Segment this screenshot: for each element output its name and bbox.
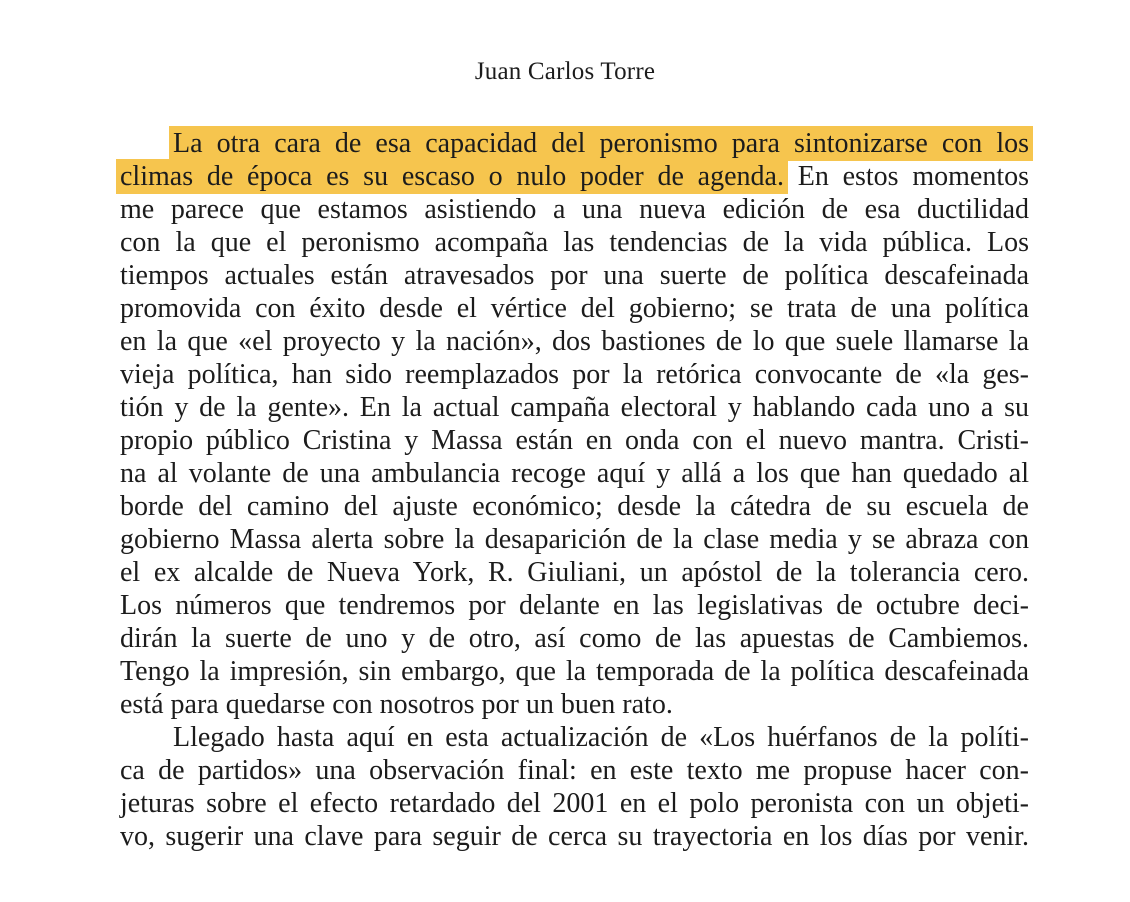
text-line: el ex alcalde de Nueva York, R. Giuliani, un apóstol de la tolerancia cero. xyxy=(120,557,1029,588)
text-line: vieja política, han sido reemplazados por la retórica convocante de «la ges- xyxy=(120,359,1029,390)
text-line: vo, sugerir una clave para seguir de cerca su trayectoria en los días por venir. xyxy=(120,821,1029,852)
text-line: propio público Cristina y Massa están en onda con el nuevo mantra. Cristi- xyxy=(120,425,1029,456)
text-line: está para quedarse con nosotros por un buen rato. xyxy=(120,689,673,720)
text-line: gobierno Massa alerta sobre la desaparición de la clase media y se abraza con xyxy=(120,524,1029,555)
running-header: Juan Carlos Torre xyxy=(474,58,656,85)
text-line: Los números que tendremos por delante en las legislativas de octubre deci- xyxy=(120,590,1029,621)
highlighted-text: La otra cara de esa capacidad del peronismo para sintonizarse con los xyxy=(169,126,1033,161)
text-line: climas de época es su escaso o nulo poder de agenda. En estos momentos xyxy=(120,160,1029,193)
text-line: promovida con éxito desde el vértice del gobierno; se trata de una política xyxy=(120,293,1029,324)
text-line: Llegado hasta aquí en esta actualización de «Los huérfanos de la políti- xyxy=(173,722,1029,753)
text-line: na al volante de una ambulancia recoge aquí y allá a los que han quedado al xyxy=(120,458,1029,489)
text-line: tiempos actuales están atravesados por una suerte de política descafeinada xyxy=(120,260,1029,291)
text-line xyxy=(173,127,1029,160)
text-line: en la que «el proyecto y la nación», dos bastiones de lo que suele llamarse la xyxy=(120,326,1029,357)
text-line: me parece que estamos asistiendo a una nueva edición de esa ductilidad xyxy=(120,194,1029,225)
text-line: Tengo la impresión, sin embargo, que la temporada de la política descafeinada xyxy=(120,656,1029,687)
highlighted-text: climas de época es su escaso o nulo poder de agenda. xyxy=(116,159,788,194)
text-line: dirán la suerte de uno y de otro, así como de las apuestas de Cambiemos. xyxy=(120,623,1029,654)
text-line: jeturas sobre el efecto retardado del 2001 en el polo peronista con un objeti- xyxy=(120,788,1029,819)
text-line: con la que el peronismo acompaña las tendencias de la vida pública. Los xyxy=(120,227,1029,258)
text-line: tión y de la gente». En la actual campaña electoral y hablando cada uno a su xyxy=(120,392,1029,423)
text-line: borde del camino del ajuste económico; desde la cátedra de su escuela de xyxy=(120,491,1029,522)
text-line: ca de partidos» una observación final: en este texto me propuse hacer con- xyxy=(120,755,1029,786)
